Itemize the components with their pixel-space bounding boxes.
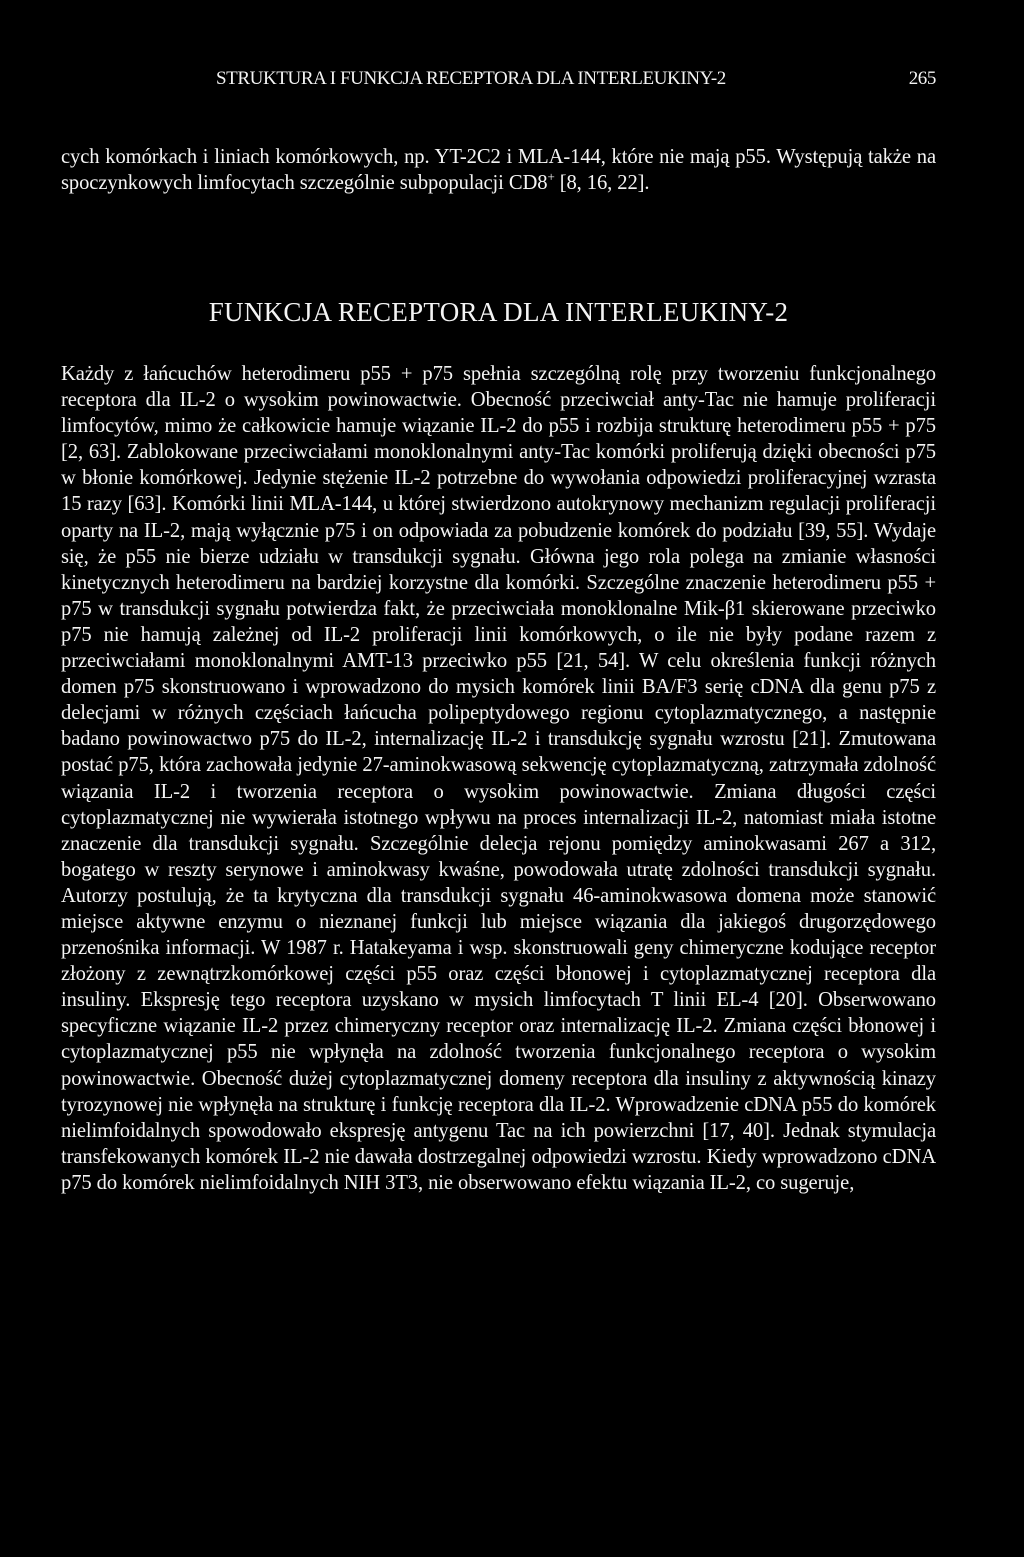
running-title: STRUKTURA I FUNKCJA RECEPTORA DLA INTERLEUKINY-2 <box>216 68 726 89</box>
running-head <box>216 68 936 94</box>
section-body-paragraph: Każdy z łańcuchów heterodimeru p55 + p75 spełnia szczególną rolę przy tworzeniu funkcjonalnego receptora dla IL-2 o wysokim powinowactwie. Obecność przeciwciał anty-Tac nie hamuje proliferacji limfocytów, mimo że całkowicie hamuje wiązanie IL-2 do p55 i rozbija strukturę heterodimeru p55 + p75 [2, 63]. Zablokowane przeciwciałami monoklonalnymi anty-Tac komórki proliferują dzięki obecności p75 w błonie komórkowej. Jedynie stężenie IL-2 potrzebne do wywołania odpowiedzi proliferacyjnej wzrasta 15 razy [63]. Komórki linii MLA-144, u której stwierdzono autokrynowy mechanizm regulacji proliferacji oparty na IL-2, mają wyłącznie p75 i on odpowiada za pobudzenie komórek do podziału [39, 55]. Wydaje się, że p55 nie bierze udziału w transdukcji sygnału. Główna jego rola polega na zmianie własności kinetycznych heterodimeru na bardziej korzystne dla komórki. Szczególne znaczenie heterodimeru p55 + p75 w transdukcji sygnału potwierdza fakt, że przeciwciała monoklonalne Mik-β1 skierowane przeciwko p75 nie hamują zależnej od IL-2 proliferacji linii komórkowych, o ile nie były podane razem z przeciwciałami monoklonalnymi AMT-13 przeciwko p55 [21, 54]. W celu określenia funkcji różnych domen p75 skonstruowano i wprowadzono do mysich komórek linii BA/F3 serię cDNA dla genu p75 z delecjami w różnych częściach łańcucha polipeptydowego regionu cytoplazmatycznego, a następnie badano powinowactwo p75 do IL-2, internalizację IL-2 i transdukcję sygnału wzrostu [21]. Zmutowana postać p75, która zachowała jedynie 27-aminokwasową sekwencję cytoplazmatyczną, zatrzymała zdolność wiązania IL-2 i tworzenia receptora o wysokim powinowactwie. Zmiana długości części cytoplazmatycznej nie wywierała istotnego wpływu na proces internalizacji IL-2, natomiast miała istotne znaczenie dla transdukcji sygnału. Szczególnie delecja rejonu pomiędzy aminokwasami 267 a 312, bogatego w reszty serynowe i aminokwasy kwaśne, powodowała utratę zdolności transdukcji sygnału. Autorzy postulują, że ta krytyczna dla transdukcji sygnału 46-aminokwasowa domena może stanowić miejsce aktywne enzymu o nieznanej funkcji lub miejsce wiązania dla jakiegoś drugorzędowego przenośnika informacji. W 1987 r. Hatakeyama i wsp. skonstruowali geny chimeryczne kodujące receptor złożony z zewnątrzkomórkowej części p55 oraz części błonowej i cytoplazmatycznej receptora dla insuliny. Ekspresję tego receptora uzyskano w mysich limfocytach T linii EL-4 [20]. Obserwowano specyficzne wiązanie IL-2 przez chimeryczny receptor oraz internalizację IL-2. Zmiana części błonowej i cytoplazmatycznej p55 nie wpłynęła na zdolność tworzenia funkcjonalnego receptora o wysokim powinowactwie. Obecność dużej cytoplazmatycznej domeny receptora dla insuliny z aktywnością kinazy tyrozynowej nie wpłynęła na strukturę i funkcję receptora dla IL-2. Wprowadzenie cDNA p55 do komórek nielimfoidalnych spowodowało ekspresję antygenu Tac na ich powierzchni [17, 40]. Jednak stymulacja transfekowanych komórek IL-2 nie dawała dostrzegalnej odpowiedzi wzrostu. Kiedy wprowadzono cDNA p75 do komórek nielimfoidalnych NIH 3T3, nie obserwowano efektu wiązania IL-2, co sugeruje, <box>61 363 936 1194</box>
intro-text: cych komórkach i liniach komórkowych, np. YT-2C2 i MLA-144, które nie mają p55. Występują także na spoczynkowych limfocytach szczególnie subpopulacji CD8 <box>61 146 936 195</box>
page-number: 265 <box>908 68 936 89</box>
section-heading: FUNKCJA RECEPTORA DLA INTERLEUKINY-2 <box>208 297 789 327</box>
intro-superscript: + <box>547 169 555 185</box>
intro-paragraph <box>61 144 936 196</box>
intro-citation: [8, 16, 22]. <box>554 172 650 195</box>
